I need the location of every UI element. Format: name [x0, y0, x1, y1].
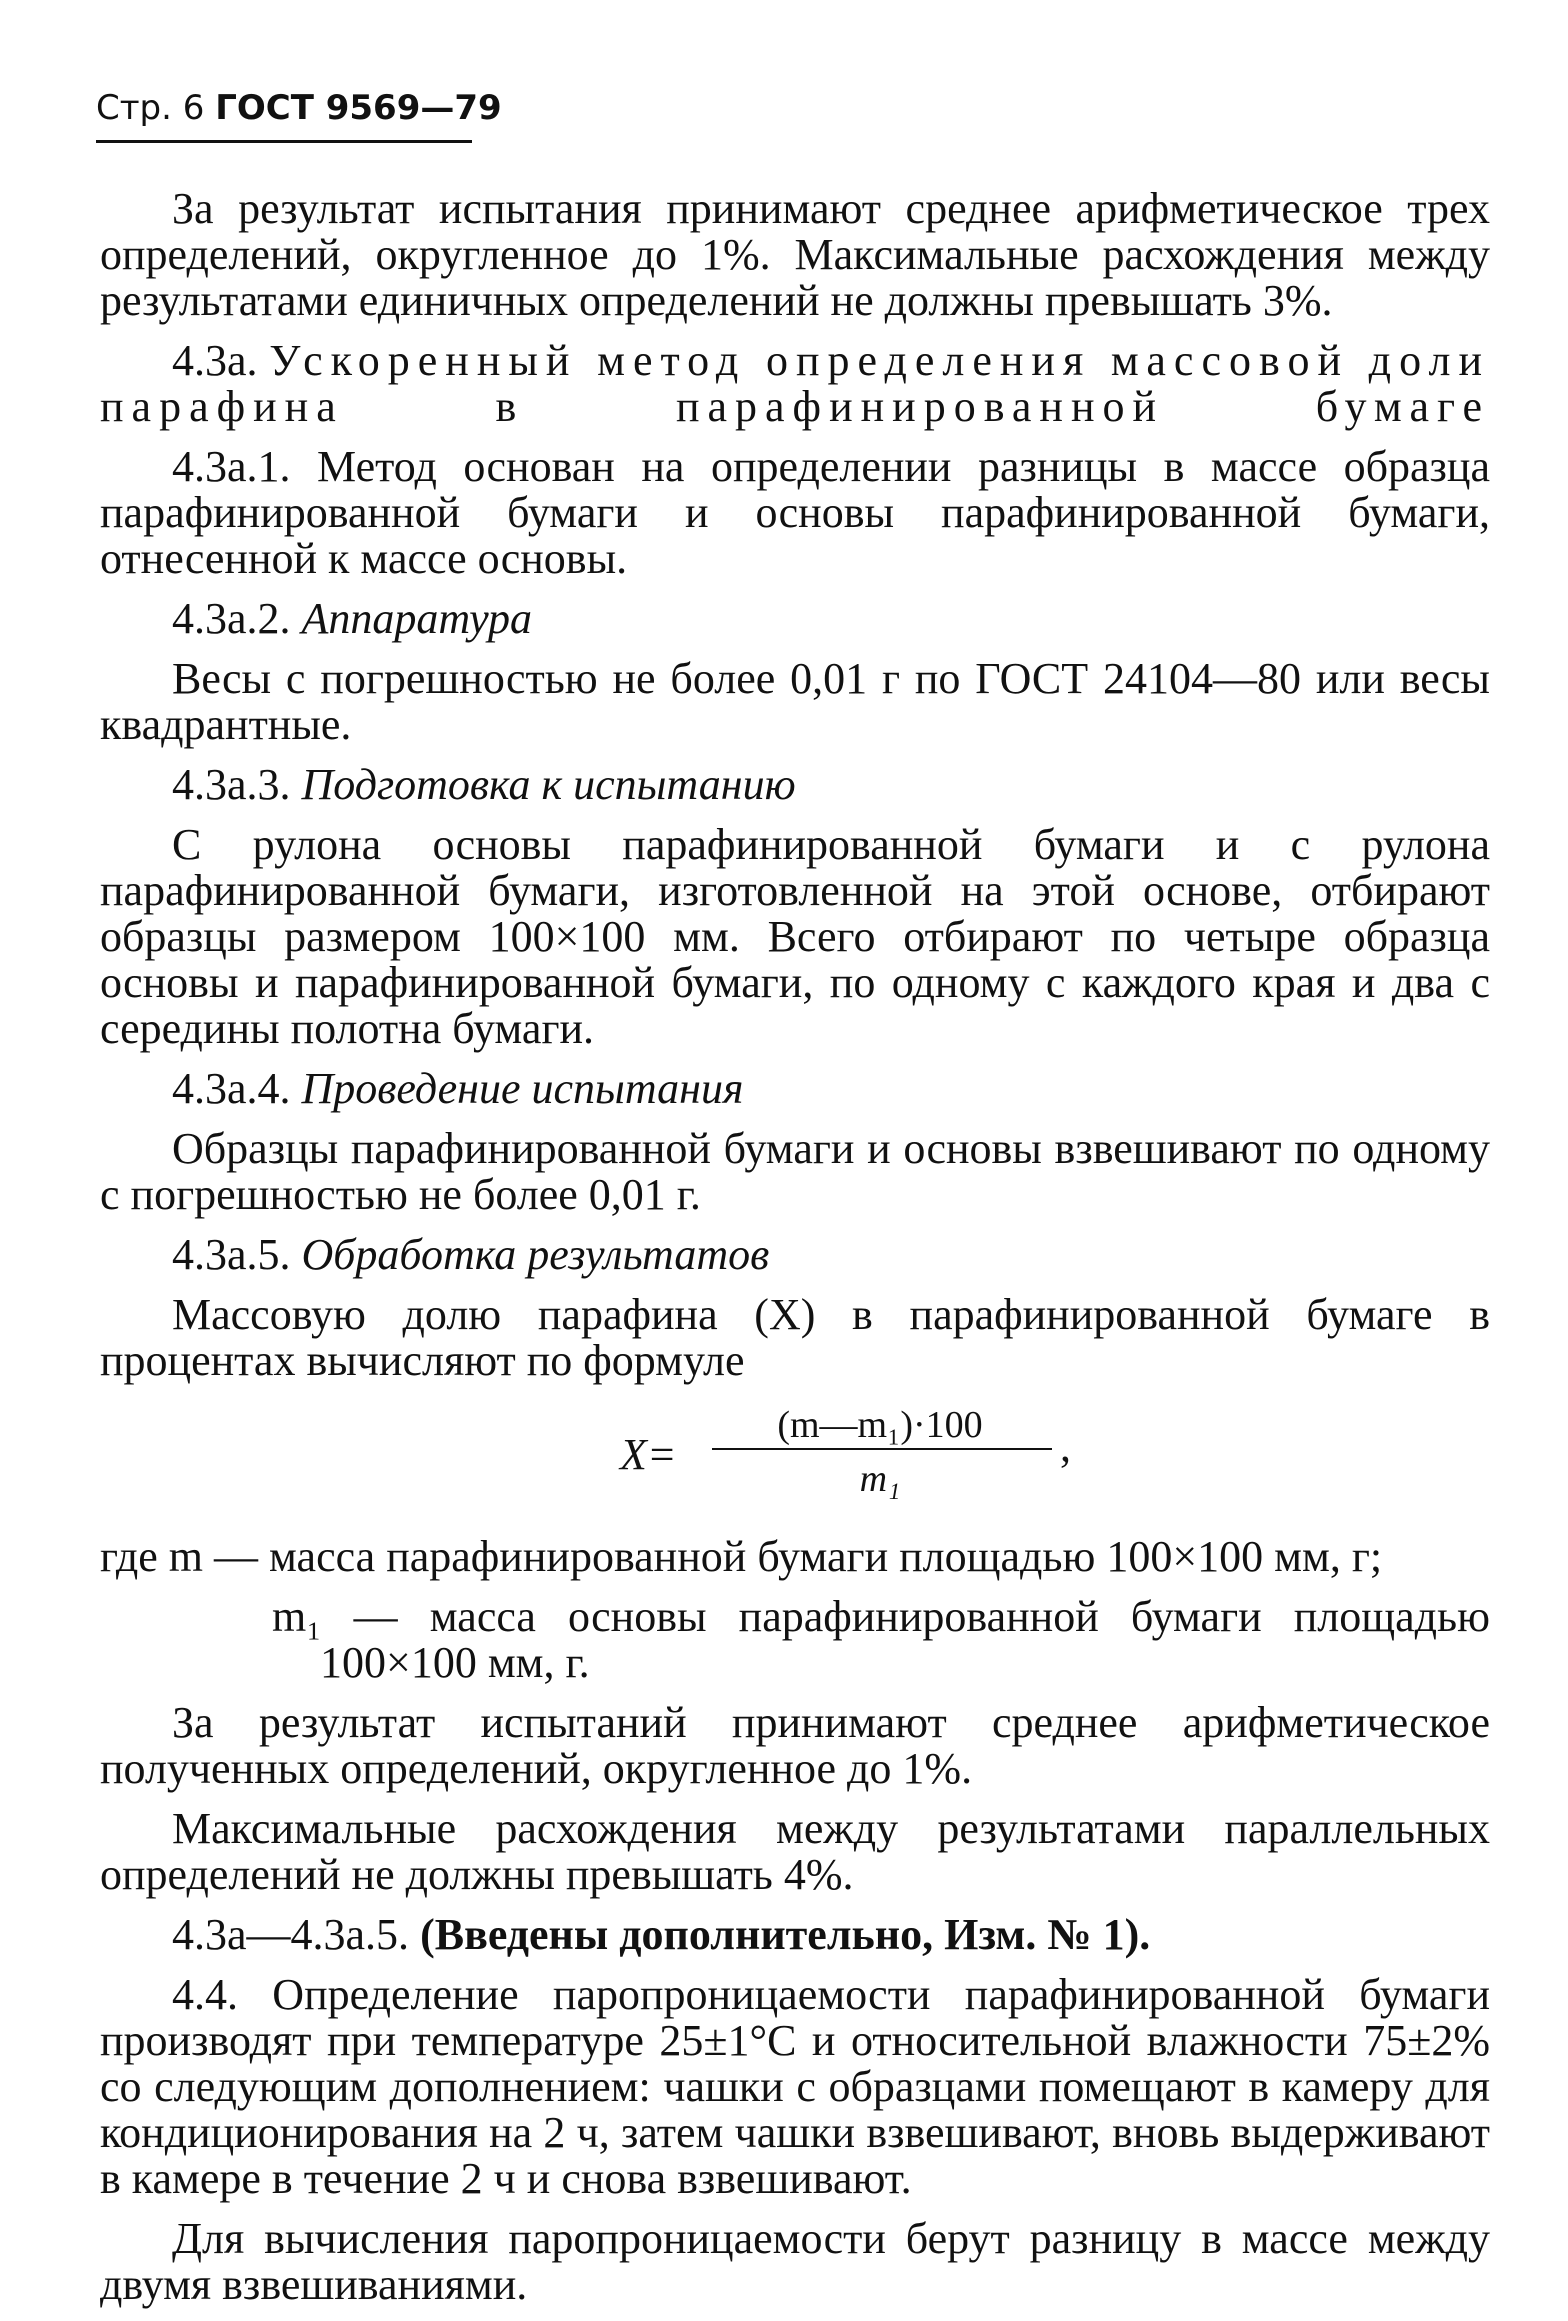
- formula-trailing-comma: ,: [1060, 1422, 1071, 1471]
- page-number: Стр. 6: [96, 88, 205, 128]
- formula-lhs: X=: [620, 1430, 677, 1479]
- formula-denominator: m₁: [859, 1458, 901, 1500]
- paragraph-preparation: С рулона основы парафинированной бумаги и с рулона парафинированной бумаги, изготовленной на этой основе, отбирают образцы размером 100×100 мм. Всего отбирают по четыре образца основы и парафинированной бумаги, по одному с каждого края и два с середины полотна бумаги.: [100, 820, 1490, 1053]
- section-number: 4.3а.4.: [172, 1064, 291, 1113]
- section-4-3a-heading: [100, 338, 1490, 430]
- standard-number: ГОСТ 9569—79: [215, 88, 502, 128]
- header-rule: [96, 140, 472, 143]
- section-4-3a-5-heading: [100, 1232, 1490, 1278]
- section-title: Подготовка к испытанию: [301, 760, 796, 809]
- section-title: Обработка результатов: [301, 1230, 770, 1279]
- definition-m: где m — масса парафинированной бумаги площадью 100×100 мм, г;: [100, 1532, 1383, 1581]
- paragraph-result: За результат испытаний принимают среднее арифметическое полученных определений, округленное до 1%.: [100, 1698, 1490, 1793]
- section-number: 4.3а.3.: [172, 760, 291, 809]
- section-title: Проведение испытания: [301, 1064, 744, 1113]
- amendment-range: 4.3а—4.3а.5.: [172, 1910, 410, 1959]
- paragraph-4-4: 4.4. Определение паропроницаемости парафинированной бумаги производят при температуре 25±1°С и относительной влажности 75±2% со следующим дополнением: чашки с образцами помещают в камеру для кондиционирования на 2 ч, затем чашки взвешивают, вновь выдерживают в камере в течение 2 ч и снова взвешивают.: [100, 1970, 1490, 2203]
- paragraph-amendment: [100, 1912, 1490, 1958]
- section-number: 4.3а.5.: [172, 1230, 291, 1279]
- paragraph-max-difference: Максимальные расхождения между результатами параллельных определений не должны превышать 4%.: [100, 1804, 1490, 1899]
- section-4-3a-3-heading: [100, 762, 1490, 808]
- document-body: [100, 186, 1490, 2308]
- paragraph-calculation: Массовую долю парафина (X) в парафинированной бумаге в процентах вычисляют по формуле: [100, 1290, 1490, 1385]
- paragraph-result-summary: За результат испытания принимают среднее арифметическое трех определений, округленное до 1%. Максимальные расхождения между результатами единичных определений не должны превышать 3%.: [100, 184, 1490, 325]
- formula-fraction-bar: [712, 1448, 1052, 1450]
- paragraph-4-3a-1: 4.3а.1. Метод основан на определении разницы в массе образца парафинированной бумаги и основы парафинированной бумаги, отнесенной к массе основы.: [100, 442, 1490, 583]
- section-number: 4.3а.2.: [172, 594, 291, 643]
- section-title: Аппаратура: [301, 594, 533, 643]
- section-number: 4.3а.: [172, 336, 258, 385]
- paragraph-procedure: Образцы парафинированной бумаги и основы взвешивают по одному с погрешностью не более 0,01 г.: [100, 1124, 1490, 1219]
- formula-numerator: (m—m₁)·100: [777, 1404, 983, 1446]
- section-title: Ускоренный метод определения массовой доли парафина в парафинированной бумаге: [100, 336, 1490, 431]
- section-4-3a-2-heading: [100, 596, 1490, 642]
- page-header: [96, 88, 502, 148]
- paragraph-vapor-calculation: Для вычисления паропроницаемости берут разницу в массе между двумя взвешиваниями.: [100, 2214, 1490, 2309]
- formula-paraffin-fraction: [100, 1396, 1490, 1520]
- definition-m1: m₁ — масса основы парафинированной бумаги площадью 100×100 мм, г.: [272, 1592, 1490, 1687]
- header-text: [96, 88, 502, 128]
- amendment-note: (Введены дополнительно, Изм. № 1).: [420, 1910, 1151, 1959]
- section-4-3a-4-heading: [100, 1066, 1490, 1112]
- paragraph-apparatus: Весы с погрешностью не более 0,01 г по ГОСТ 24104—80 или весы квадрантные.: [100, 654, 1490, 749]
